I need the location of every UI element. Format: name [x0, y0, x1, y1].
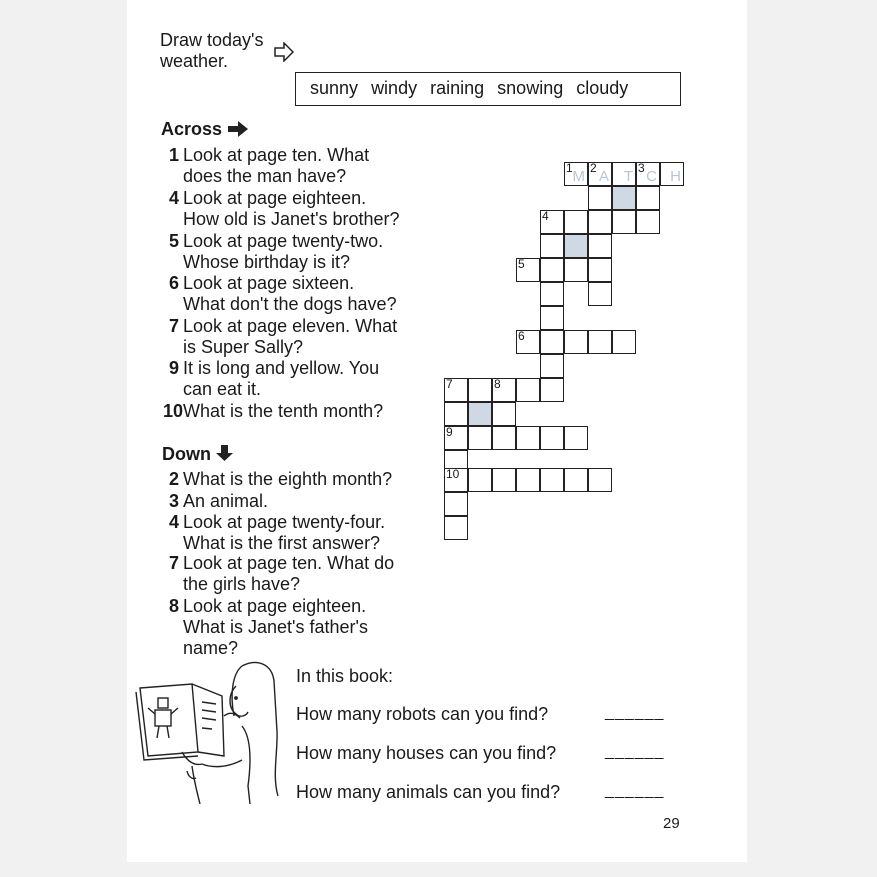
grid-cell[interactable] — [516, 378, 540, 402]
grid-cell[interactable] — [540, 354, 564, 378]
clue-text: Look at page ten. What — [183, 145, 370, 165]
grid-cell[interactable] — [612, 330, 636, 354]
grid-cell[interactable] — [612, 162, 636, 186]
cell-number: 3 — [638, 161, 645, 175]
grid-cell[interactable] — [516, 426, 540, 450]
clue-across-7 — [163, 316, 397, 358]
grid-cell[interactable] — [444, 492, 468, 516]
cell-letter: H — [670, 168, 681, 185]
clue-down-7 — [163, 553, 394, 595]
grid-cell[interactable] — [588, 468, 612, 492]
answer-blank-animals[interactable]: ______ — [605, 782, 665, 799]
grid-cell[interactable] — [564, 210, 588, 234]
clue-number: 2 — [168, 469, 179, 489]
answer-blank-houses[interactable]: ______ — [605, 743, 665, 760]
girl-reading-book-illustration — [132, 656, 292, 804]
clue-text: Look at page eleven. What — [183, 316, 398, 336]
question-animals: How many animals can you find? — [296, 782, 561, 802]
grid-cell[interactable] — [468, 468, 492, 492]
grid-cell[interactable] — [636, 162, 660, 186]
clue-number: 6 — [168, 273, 179, 293]
workbook-page — [127, 0, 747, 862]
grid-cell[interactable] — [444, 468, 468, 492]
grid-cell[interactable] — [516, 468, 540, 492]
clue-text: name? — [183, 638, 239, 658]
clue-text: Look at page ten. What do — [183, 553, 395, 573]
clue-across-10 — [163, 401, 383, 422]
grid-cell[interactable] — [444, 516, 468, 540]
clue-text: What is Janet's father's — [183, 617, 368, 637]
clue-text: What is the tenth month? — [183, 401, 384, 421]
arrow-down-icon — [216, 444, 234, 462]
book-intro: In this book: — [296, 666, 394, 686]
grid-cell[interactable] — [468, 426, 492, 450]
clue-text: can eat it. — [183, 379, 262, 399]
grid-cell[interactable] — [492, 378, 516, 402]
grid-cell[interactable] — [516, 258, 540, 282]
clue-text: What is the eighth month? — [183, 469, 393, 489]
clue-text: An animal. — [183, 491, 269, 511]
clue-down-2 — [163, 469, 392, 490]
clue-text: does the man have? — [183, 166, 347, 186]
grid-cell[interactable] — [540, 210, 564, 234]
cell-number: 2 — [590, 161, 597, 175]
clue-number: 7 — [168, 553, 179, 573]
grid-cell[interactable] — [444, 402, 468, 426]
clue-across-9 — [163, 358, 379, 400]
clue-down-4 — [163, 512, 385, 554]
clue-text: is Super Sally? — [183, 337, 304, 357]
cell-number: 9 — [446, 425, 453, 439]
clue-number: 5 — [168, 231, 179, 251]
weather-prompt — [160, 30, 263, 72]
clue-number: 4 — [168, 512, 179, 532]
grid-cell[interactable] — [540, 258, 564, 282]
grid-cell[interactable] — [636, 186, 660, 210]
grid-cell[interactable] — [636, 210, 660, 234]
cell-number: 5 — [518, 257, 525, 271]
grid-cell[interactable] — [660, 162, 684, 186]
cell-letter: C — [646, 168, 657, 185]
down-heading — [162, 444, 234, 465]
page-number: 29 — [663, 815, 680, 832]
clue-number: 4 — [168, 188, 179, 208]
clue-text: Whose birthday is it? — [183, 252, 351, 272]
grid-cell[interactable] — [588, 162, 612, 186]
weather-word: raining — [430, 78, 485, 98]
grid-cell[interactable] — [516, 330, 540, 354]
grid-cell[interactable] — [540, 306, 564, 330]
clue-number: 9 — [168, 358, 179, 378]
grid-cell[interactable] — [588, 258, 612, 282]
crossword-grid — [444, 162, 684, 542]
clue-text: the girls have? — [183, 574, 301, 594]
clue-text: How old is Janet's brother? — [183, 209, 400, 229]
cell-number: 10 — [446, 467, 460, 481]
grid-cell[interactable] — [540, 378, 564, 402]
clue-text: What don't the dogs have? — [183, 294, 397, 314]
grid-cell[interactable] — [564, 258, 588, 282]
clue-across-1 — [163, 145, 369, 187]
clue-down-3 — [163, 491, 268, 512]
across-heading-label: Across — [161, 119, 223, 139]
grid-cell[interactable] — [588, 234, 612, 258]
grid-cell[interactable] — [468, 378, 492, 402]
grid-cell[interactable] — [444, 378, 468, 402]
clue-number: 8 — [168, 596, 179, 616]
clue-text: Look at page eighteen. — [183, 596, 367, 616]
across-heading — [161, 119, 249, 140]
clue-number: 3 — [168, 491, 179, 511]
grid-cell-shaded[interactable] — [564, 234, 588, 258]
clue-number: 10 — [163, 401, 184, 421]
grid-cell[interactable] — [492, 402, 516, 426]
grid-cell[interactable] — [564, 468, 588, 492]
weather-word: windy — [371, 78, 418, 98]
clue-across-6 — [163, 273, 397, 315]
clue-text: Look at page twenty-two. — [183, 231, 384, 251]
grid-cell[interactable] — [540, 282, 564, 306]
cell-letter: A — [598, 168, 609, 185]
weather-word-box — [295, 72, 681, 106]
arrow-right-icon — [227, 121, 249, 137]
grid-cell[interactable] — [540, 234, 564, 258]
answer-blank-robots[interactable]: ______ — [605, 704, 665, 721]
weather-word: snowing — [497, 78, 564, 98]
arrow-right-outline-icon — [274, 42, 294, 62]
clue-text: What is the first answer? — [183, 533, 381, 553]
clue-text: Look at page eighteen. — [183, 188, 367, 208]
cell-number: 1 — [566, 161, 573, 175]
grid-cell[interactable] — [444, 426, 468, 450]
clue-down-8 — [163, 596, 368, 659]
grid-cell[interactable] — [588, 186, 612, 210]
clue-number: 1 — [168, 145, 179, 165]
clue-across-5 — [163, 231, 383, 273]
clue-number: 7 — [168, 316, 179, 336]
grid-cell[interactable] — [588, 210, 612, 234]
grid-cell[interactable] — [588, 282, 612, 306]
question-robots: How many robots can you find? — [296, 704, 549, 724]
grid-cell[interactable] — [564, 330, 588, 354]
cell-number: 7 — [446, 377, 453, 391]
clue-across-4 — [163, 188, 400, 230]
question-houses: How many houses can you find? — [296, 743, 557, 763]
weather-prompt-line1: Draw today's — [160, 30, 264, 50]
grid-cell[interactable] — [540, 468, 564, 492]
weather-prompt-line2: weather. — [160, 51, 229, 71]
clue-text: Look at page twenty-four. — [183, 512, 386, 532]
grid-cell[interactable] — [564, 426, 588, 450]
cell-number: 6 — [518, 329, 525, 343]
down-heading-label: Down — [162, 444, 211, 464]
grid-cell-shaded[interactable] — [468, 402, 492, 426]
weather-word: cloudy — [576, 78, 629, 98]
cell-letter: M — [572, 168, 585, 185]
grid-cell[interactable] — [492, 468, 516, 492]
grid-cell[interactable] — [540, 426, 564, 450]
grid-cell[interactable] — [492, 426, 516, 450]
cell-number: 4 — [542, 209, 549, 223]
cell-number: 8 — [494, 377, 501, 391]
weather-word: sunny — [310, 78, 359, 98]
clue-text: Look at page sixteen. — [183, 273, 355, 293]
clue-text: It is long and yellow. You — [183, 358, 380, 378]
cell-letter: T — [623, 168, 633, 185]
grid-cell[interactable] — [540, 330, 564, 354]
grid-cell-shaded[interactable] — [612, 186, 636, 210]
grid-cell[interactable] — [588, 330, 612, 354]
grid-cell[interactable] — [612, 210, 636, 234]
grid-cell[interactable] — [564, 162, 588, 186]
